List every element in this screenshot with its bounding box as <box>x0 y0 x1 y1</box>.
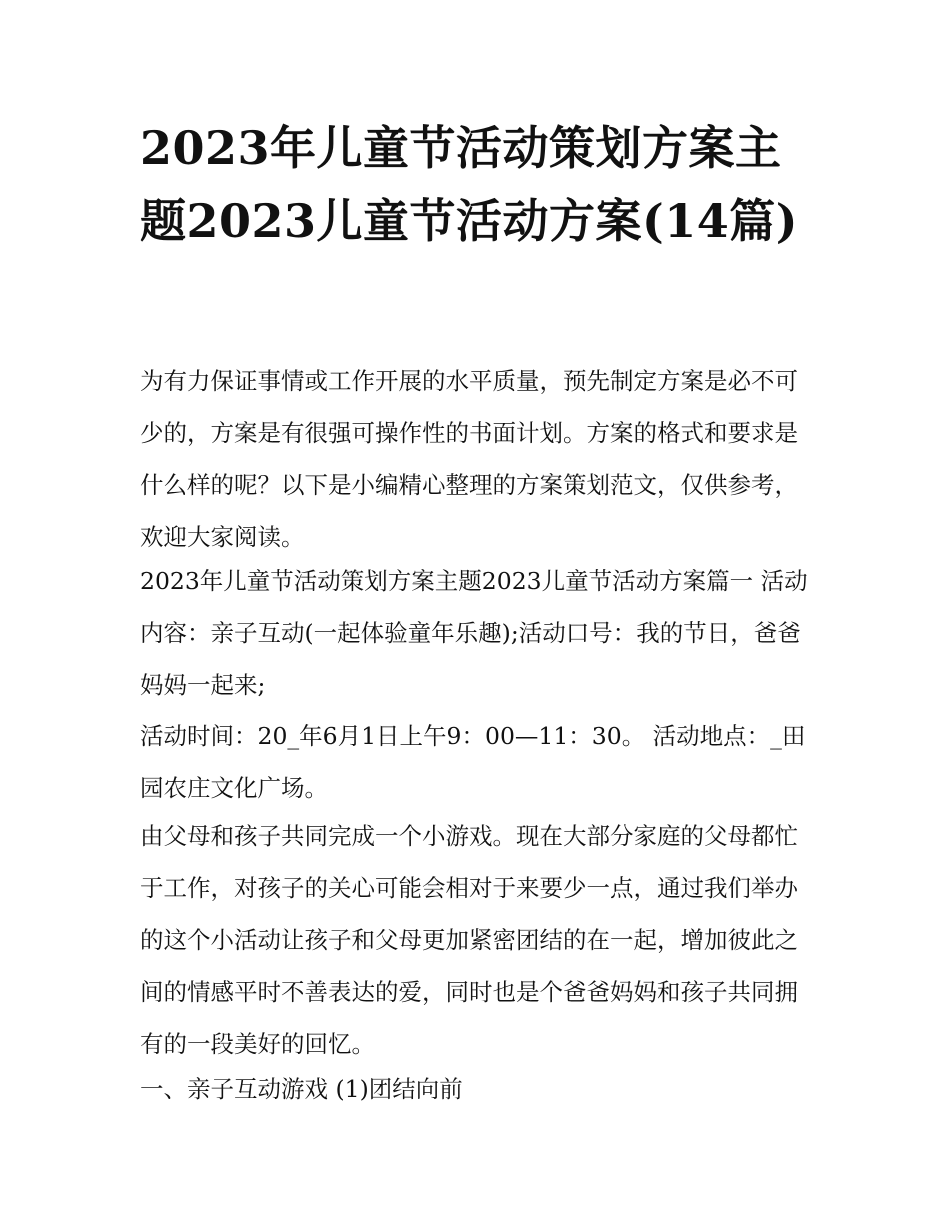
section-heading-paragraph: 一、亲子互动游戏 (1)团结向前 <box>140 1075 463 1103</box>
activity-description-paragraph: 由父母和孩子共同完成一个小游戏。现在大部分家庭的父母都忙于工作，对孩子的关心可能会相对于来要少一点，通过我们举办的这个小活动让孩子和父母更加紧密团结的在一起，增加彼此之间的情感平时不善表达的爱，同时也是个爸爸妈妈和孩子共同拥有的一段美好的回忆。 <box>140 822 798 1058</box>
intro-paragraph: 为有力保证事情或工作开展的水平质量，预先制定方案是必不可少的，方案是有很强可操作性的书面计划。方案的格式和要求是什么样的呢？以下是小编精心整理的方案策划范文，仅供参考，欢迎大家阅读。 <box>140 367 798 551</box>
activity-time-location-paragraph: 活动时间：20_年6月1日上午9：00—11：30。 活动地点：_田园农庄文化广场。 <box>140 722 806 802</box>
activity-content-paragraph: 2023年儿童节活动策划方案主题2023儿童节活动方案篇一 活动内容：亲子互动(一起体验童年乐趣);活动口号：我的节日，爸爸妈妈一起来; <box>140 567 808 699</box>
document-title: 2023年儿童节活动策划方案主题2023儿童节活动方案(14篇) <box>140 121 799 248</box>
